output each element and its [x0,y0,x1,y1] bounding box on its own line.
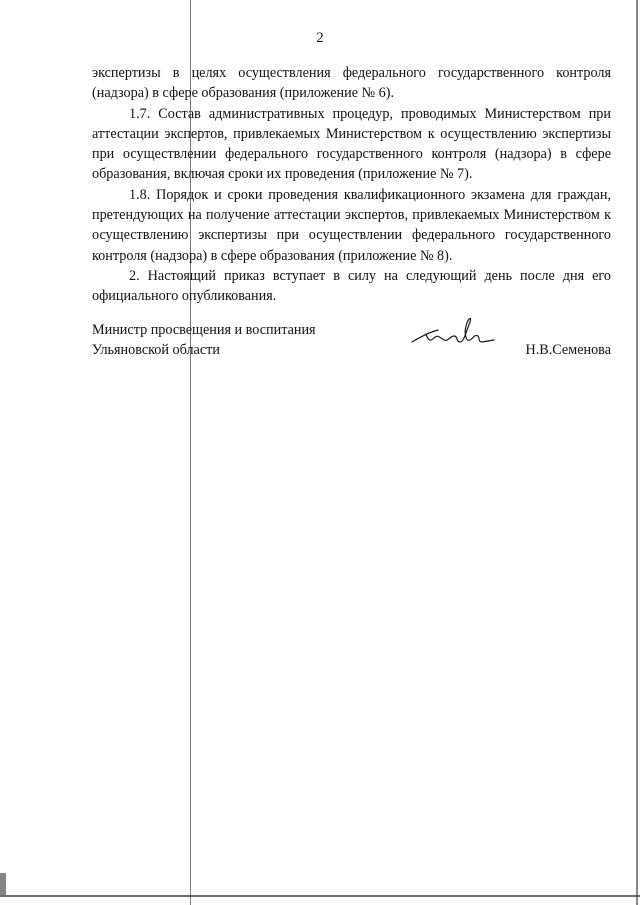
signatory-name: Н.В.Семенова [525,342,611,358]
scan-speck [0,873,6,895]
paragraph-1-8: 1.8. Порядок и сроки проведения квалификационного экзамена для граждан, претендующих на получение аттестации экспертов, привлекаемых Министерством к осуществлению экспертизы при осуществлении федерального государственного контроля (надзора) в сфере образования (приложение № 8). [92,186,611,264]
document-body [92,63,611,307]
signatory-title [92,320,316,361]
scan-right-edge [636,0,638,905]
scan-bottom-edge [0,895,640,897]
handwritten-signature [408,312,496,352]
signatory-title-line-1: Министр просвещения и воспитания [92,322,316,338]
page-number: 2 [316,30,324,46]
paragraph-continuation: экспертизы в целях осуществления федерального государственного контроля (надзора) в сфере образования (приложение № 6). [92,65,611,102]
paragraph-2: 2. Настоящий приказ вступает в силу на следующий день после дня его официального опубликования. [92,267,611,305]
signatory-title-line-2: Ульяновской области [92,342,220,359]
paragraph-1-7: 1.7. Состав административных процедур, проводимых Министерством при аттестации экспертов, привлекаемых Министерством к осуществлению экспертизы при осуществлении федерального государственного контроля (надзора) в сфере образования, включая сроки их проведения (приложение № 7). [92,105,611,183]
signature-block [92,320,611,370]
